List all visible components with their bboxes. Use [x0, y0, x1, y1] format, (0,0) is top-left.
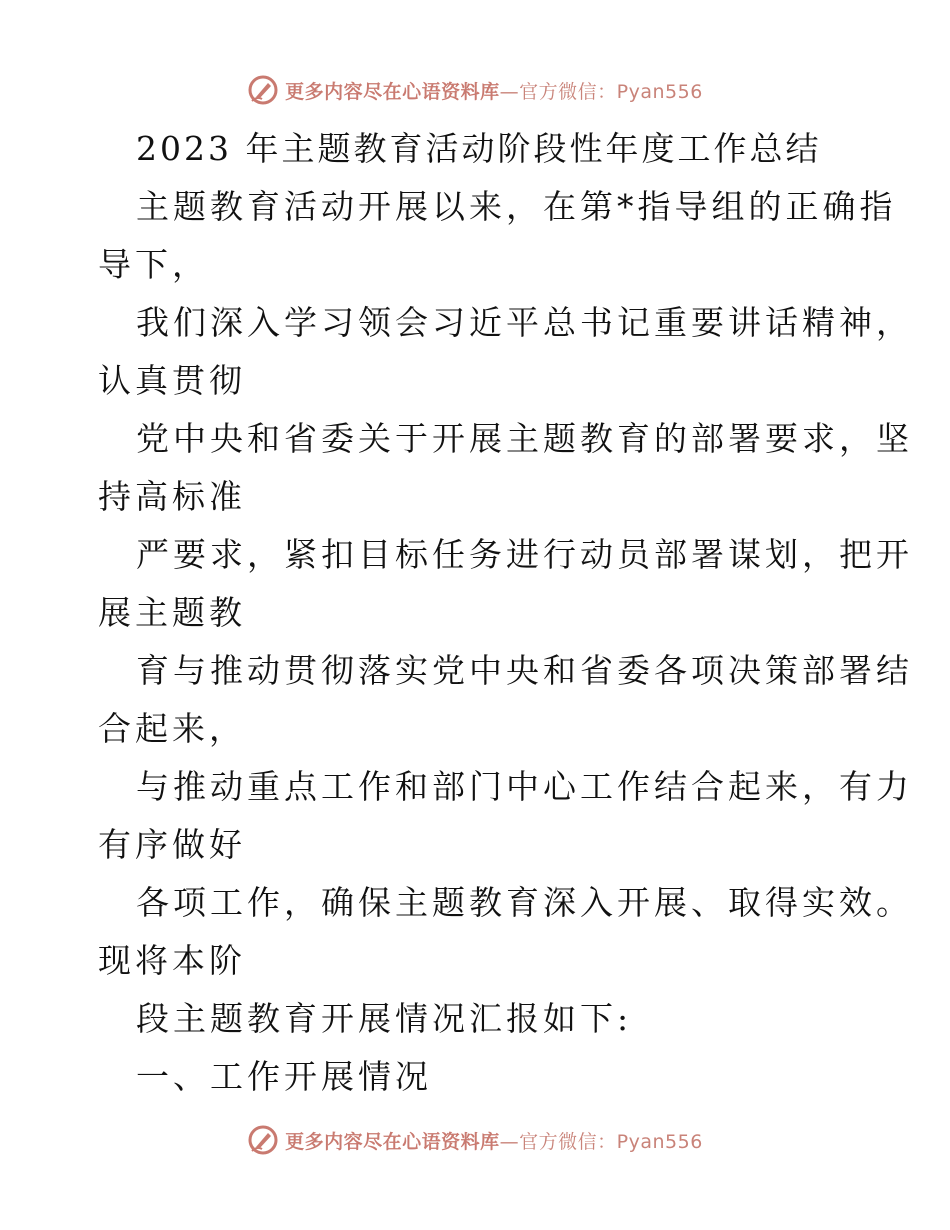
pen-circle-logo-icon	[247, 1124, 279, 1156]
paragraph-line: 育与推动贯彻落实党中央和省委各项决策部署结	[136, 651, 913, 690]
watermark-text: 更多内容尽在心语资料库—官方微信：Pyan556	[285, 80, 703, 103]
paragraph-line: 主题教育活动开展以来，在第*指导组的正确指	[136, 187, 897, 226]
paragraph-line: 严要求，紧扣目标任务进行动员部署谋划，把开	[136, 535, 913, 574]
paragraph-line: 各项工作，确保主题教育深入开展、取得实效。	[136, 883, 913, 922]
paragraph-line: 与推动重点工作和部门中心工作结合起来，有力	[136, 767, 913, 806]
pen-circle-logo-icon	[247, 74, 279, 106]
watermark-text: 更多内容尽在心语资料库—官方微信：Pyan556	[285, 1130, 703, 1153]
paragraph-line: 有序做好	[98, 825, 246, 864]
paragraph-line: 展主题教	[98, 593, 246, 632]
paragraph-line: 合起来，	[98, 709, 246, 748]
document-body	[98, 120, 913, 1106]
paragraph-line: 现将本阶	[98, 941, 246, 980]
paragraph-line: 段主题教育开展情况汇报如下:	[136, 999, 633, 1038]
document-title: 2023 年主题教育活动阶段性年度工作总结	[136, 129, 822, 168]
paragraph-line: 持高标准	[98, 477, 246, 516]
paragraph-line: 导下，	[98, 245, 209, 284]
paragraph-line: 党中央和省委关于开展主题教育的部署要求，坚	[136, 419, 913, 458]
paragraph-line: 我们深入学习领会习近平总书记重要讲话精神，	[136, 303, 913, 342]
watermark-banner-top	[0, 70, 950, 110]
section-heading: 一、工作开展情况	[136, 1057, 432, 1096]
paragraph-line: 认真贯彻	[98, 361, 246, 400]
watermark-banner-bottom	[0, 1120, 950, 1160]
